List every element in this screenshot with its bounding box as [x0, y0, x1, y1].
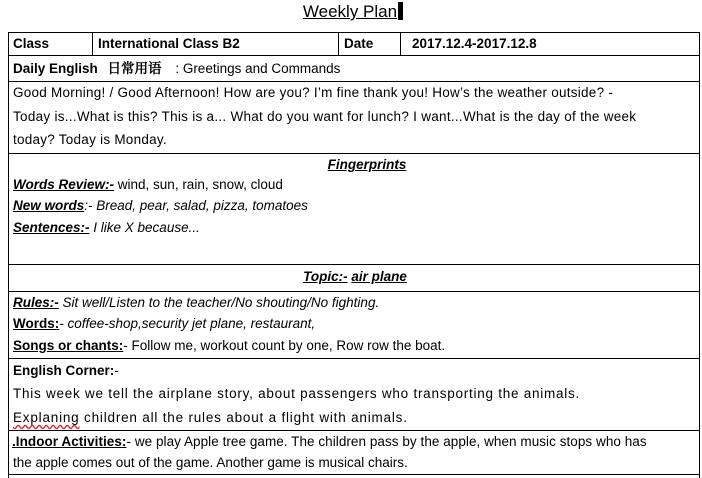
rules-row: [13, 293, 379, 313]
indoor-row: [12, 432, 647, 452]
indoor-line: - we play Apple tree game. The children pass by the apple, when music stops who has: [126, 434, 647, 449]
words-value: - coffee-shop,security jet plane, restaurant,: [59, 316, 316, 331]
table-border: [338, 32, 339, 55]
words-label: Words:: [13, 316, 60, 331]
indoor-line: the apple comes out of the game. Another game is musical chairs.: [13, 455, 408, 470]
table-border: [8, 55, 700, 56]
table-border: [8, 264, 700, 265]
words-review-value: wind, sun, rain, snow, cloud: [114, 177, 283, 192]
indoor-label: .Indoor Activities:: [12, 434, 127, 449]
sentences-value: I like X because...: [89, 220, 200, 235]
daily-english-subtitle: : Greetings and Commands: [175, 61, 341, 76]
daily-english-chinese: 日常用语: [107, 61, 162, 76]
new-words-label: New words: [13, 198, 85, 213]
date-label: Date: [344, 36, 374, 51]
english-corner-label: English Corner:: [13, 363, 115, 378]
english-corner-line: [13, 408, 408, 428]
songs-label: Songs or chants:: [13, 338, 124, 353]
words-row: [13, 314, 315, 334]
table-border: [8, 81, 700, 82]
daily-english-line: Today is...What is this? This is a... What do you want for lunch? I want...What is the day of the week: [13, 109, 637, 124]
table-border: [8, 32, 9, 478]
fingerprints-heading: Fingerprints: [327, 157, 407, 172]
topic-row: [0, 267, 702, 287]
table-border: [699, 32, 700, 478]
table-border: [400, 32, 401, 55]
misspelled-word: Explaning: [13, 410, 80, 425]
table-border: [8, 153, 700, 154]
new-words-value: :- Bread, pear, salad, pizza, tomatoes: [84, 198, 308, 213]
table-border: [8, 474, 700, 475]
words-review-label: Words Review:-: [13, 177, 115, 192]
class-value: International Class B2: [98, 36, 240, 51]
english-corner-suffix: -: [114, 363, 119, 378]
english-corner-heading: [13, 361, 119, 381]
table-border: [8, 430, 700, 431]
date-value: 2017.12.4-2017.12.8: [412, 36, 537, 51]
rules-value: Sit well/Listen to the teacher/No shouting/No fighting.: [58, 295, 380, 310]
class-label: Class: [13, 36, 50, 51]
songs-value: - Follow me, workout count by one, Row row the boat.: [123, 338, 446, 353]
table-border: [8, 32, 700, 33]
words-review-row: [13, 175, 283, 195]
text-cursor: [398, 2, 403, 20]
english-corner-line: This week we tell the airplane story, about passengers who transporting the animals.: [13, 386, 581, 401]
sentences-label: Sentences:-: [13, 220, 90, 235]
table-border: [8, 291, 700, 292]
table-border: [92, 32, 93, 55]
topic-label: Topic:-: [303, 269, 348, 284]
rules-label: Rules:-: [13, 295, 59, 310]
english-corner-line-rest: children all the rules about a flight with animals.: [79, 410, 408, 425]
daily-english-heading: [13, 59, 340, 79]
daily-english-line: today? Today is Monday.: [13, 132, 167, 147]
page-title: Weekly Plan: [0, 0, 702, 24]
songs-row: [13, 336, 445, 356]
daily-english-label: Daily English: [13, 61, 98, 76]
topic-value: air plane: [351, 269, 407, 284]
sentences-row: [13, 218, 200, 238]
new-words-row: [13, 196, 308, 216]
table-border: [8, 358, 700, 359]
daily-english-line: Good Morning! / Good Afternoon! How are you? I’m fine thank you! How’s the weather outside? -: [13, 85, 614, 100]
